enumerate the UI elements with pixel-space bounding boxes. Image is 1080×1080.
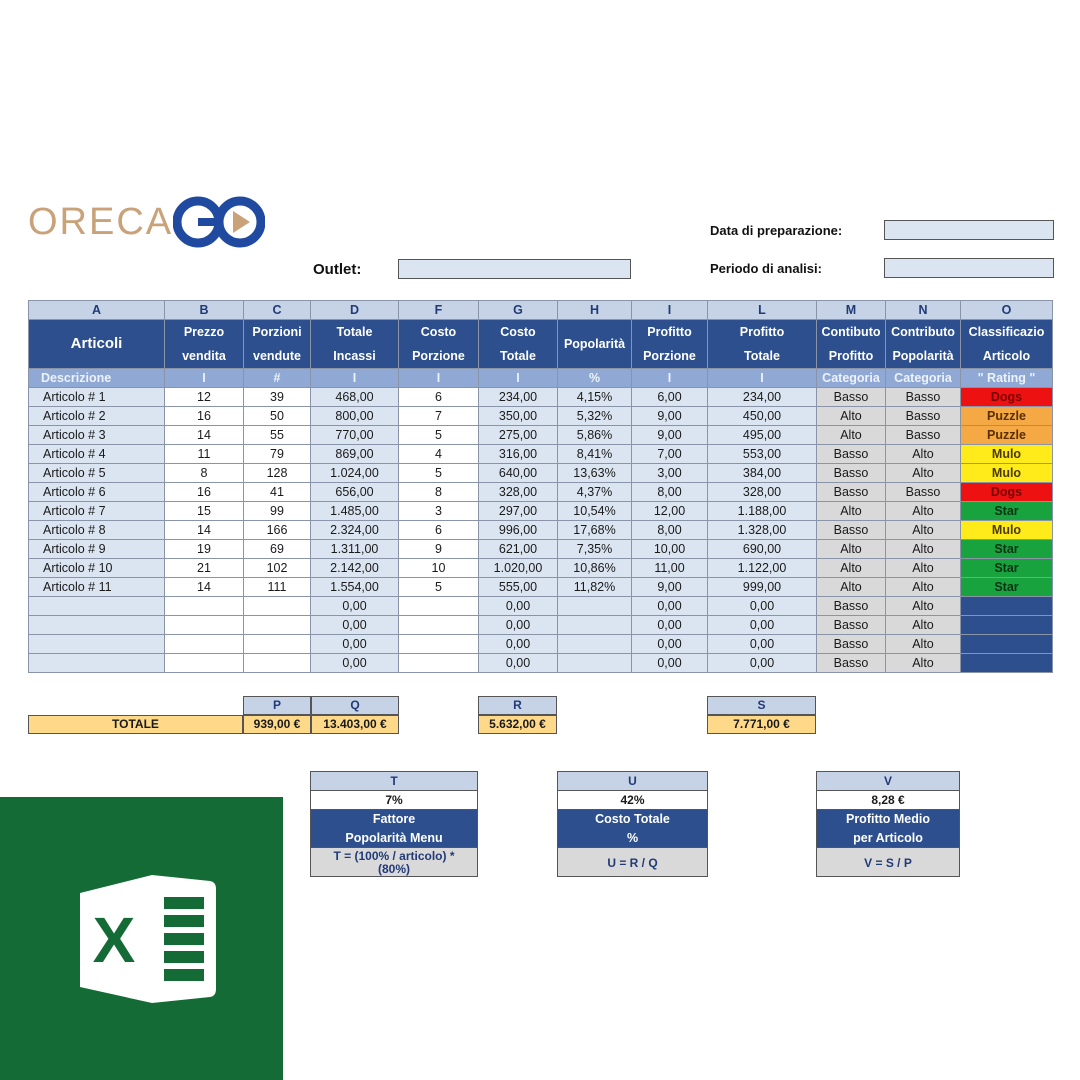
svg-text:X: X (92, 904, 136, 976)
unit-cell-6: % (558, 369, 632, 388)
column-header-4[interactable] (399, 320, 479, 369)
header-line-1: Totale (336, 325, 373, 339)
table-cell[interactable]: 0,00 (708, 597, 817, 616)
table-cell[interactable] (558, 597, 632, 616)
table-cell[interactable]: 0,00 (311, 635, 399, 654)
table-row (29, 407, 1053, 426)
table-cell[interactable]: 16 (165, 407, 244, 426)
table-cell[interactable]: 5,32% (558, 407, 632, 426)
rating-cell[interactable]: Star (961, 540, 1053, 559)
kpi-box-u (557, 771, 708, 877)
table-cell[interactable]: Alto (817, 502, 886, 521)
table-cell[interactable]: Alto (817, 407, 886, 426)
table-cell[interactable]: 869,00 (311, 445, 399, 464)
table-row (29, 559, 1053, 578)
table-cell[interactable]: Articolo # 11 (29, 578, 165, 597)
table-cell[interactable]: 1.020,00 (479, 559, 558, 578)
table-cell[interactable]: Articolo # 9 (29, 540, 165, 559)
table-cell[interactable]: Basso (886, 483, 961, 502)
table-cell[interactable]: 1.328,00 (708, 521, 817, 540)
unit-cell-3: I (311, 369, 399, 388)
header-line-1: Articoli (70, 335, 123, 352)
table-row (29, 540, 1053, 559)
table-cell[interactable]: 3 (399, 502, 479, 521)
header-line-1: Costo (500, 325, 536, 339)
total-s-letter: S (707, 696, 816, 715)
header-line-2: Porzione (412, 349, 465, 363)
table-cell[interactable]: Articolo # 7 (29, 502, 165, 521)
column-header-3[interactable] (311, 320, 399, 369)
periodo-analisi-input[interactable] (884, 258, 1054, 278)
table-cell[interactable]: 0,00 (708, 654, 817, 673)
menu-engineering-table (28, 300, 1053, 673)
table-cell[interactable]: Alto (886, 502, 961, 521)
table-cell[interactable]: 328,00 (479, 483, 558, 502)
table-cell[interactable]: 297,00 (479, 502, 558, 521)
rating-cell[interactable]: Dogs (961, 483, 1053, 502)
header-line-1: Porzioni (252, 325, 302, 339)
table-row (29, 445, 1053, 464)
table-cell[interactable] (558, 616, 632, 635)
table-cell[interactable]: Basso (817, 388, 886, 407)
table-cell[interactable]: 8 (165, 464, 244, 483)
table-cell[interactable]: 1.485,00 (311, 502, 399, 521)
table-cell[interactable]: Alto (886, 635, 961, 654)
table-cell[interactable] (165, 654, 244, 673)
table-cell[interactable]: 8,41% (558, 445, 632, 464)
unit-cell-8: I (708, 369, 817, 388)
header-line-2: Popolarità (892, 349, 954, 363)
table-cell[interactable]: 9,00 (632, 407, 708, 426)
table-cell[interactable]: Articolo # 10 (29, 559, 165, 578)
table-cell[interactable]: 640,00 (479, 464, 558, 483)
table-cell[interactable]: 7,00 (632, 445, 708, 464)
kpi-box-t (310, 771, 478, 877)
table-cell[interactable]: 9,00 (632, 578, 708, 597)
table-cell[interactable]: 996,00 (479, 521, 558, 540)
totale-label: TOTALE (28, 715, 243, 734)
table-cell[interactable] (29, 654, 165, 673)
table-cell[interactable]: 10 (399, 559, 479, 578)
table-cell[interactable]: 553,00 (708, 445, 817, 464)
table-cell[interactable]: 14 (165, 578, 244, 597)
table-cell[interactable]: 6 (399, 521, 479, 540)
table-cell[interactable]: 0,00 (708, 635, 817, 654)
column-header-6[interactable] (558, 320, 632, 369)
unit-cell-2: # (244, 369, 311, 388)
table-cell[interactable]: 10,00 (632, 540, 708, 559)
column-letter-0[interactable]: A (29, 301, 165, 320)
table-cell[interactable]: 17,68% (558, 521, 632, 540)
header-line-1: Popolarità (563, 337, 626, 351)
table-cell[interactable]: 1.311,00 (311, 540, 399, 559)
column-header-2[interactable] (244, 320, 311, 369)
table-cell[interactable]: 0,00 (632, 654, 708, 673)
table-cell[interactable]: Alto (886, 464, 961, 483)
table-cell[interactable]: 14 (165, 521, 244, 540)
rating-cell[interactable] (961, 654, 1053, 673)
header-line-1: Prezzo (183, 325, 225, 339)
table-cell[interactable]: 450,00 (708, 407, 817, 426)
table-cell[interactable]: 11,82% (558, 578, 632, 597)
total-costo-value[interactable]: 5.632,00 € (478, 715, 557, 734)
table-cell[interactable]: Alto (886, 578, 961, 597)
table-cell[interactable]: 0,00 (479, 654, 558, 673)
kpi-value[interactable]: 7% (311, 791, 477, 810)
unit-cell-9: Categoria (817, 369, 886, 388)
table-cell[interactable]: 12,00 (632, 502, 708, 521)
unit-cell-0: Descrizione (29, 369, 165, 388)
table-cell[interactable] (558, 635, 632, 654)
table-cell[interactable]: 0,00 (632, 597, 708, 616)
table-cell[interactable]: 12 (165, 388, 244, 407)
total-incassi-value[interactable]: 13.403,00 € (311, 715, 399, 734)
excel-logo-panel (0, 797, 283, 1080)
table-cell[interactable]: 234,00 (708, 388, 817, 407)
table-cell[interactable]: Basso (886, 426, 961, 445)
column-header-11[interactable] (961, 320, 1053, 369)
header-line-1: Profitto (647, 325, 692, 339)
table-cell[interactable]: Basso (817, 464, 886, 483)
table-cell[interactable]: 8,00 (632, 521, 708, 540)
table-cell[interactable] (29, 597, 165, 616)
table-cell[interactable]: 0,00 (311, 616, 399, 635)
table-row (29, 521, 1053, 540)
oreca-go-logo (28, 196, 265, 248)
table-cell[interactable]: Alto (886, 616, 961, 635)
column-letter-6[interactable]: H (558, 301, 632, 320)
header-line-1: Profitto (739, 325, 785, 339)
table-cell[interactable]: Alto (886, 654, 961, 673)
table-cell[interactable]: 0,00 (479, 597, 558, 616)
table-cell[interactable]: 8,00 (632, 483, 708, 502)
table-cell[interactable] (29, 635, 165, 654)
table-cell[interactable]: Basso (886, 388, 961, 407)
table-cell[interactable]: 468,00 (311, 388, 399, 407)
rating-cell[interactable]: Star (961, 578, 1053, 597)
rating-cell[interactable]: Puzzle (961, 426, 1053, 445)
logo-text: ORECA (28, 200, 174, 243)
table-cell[interactable]: 656,00 (311, 483, 399, 502)
header-line-1: Contributo (891, 325, 955, 339)
table-row (29, 483, 1053, 502)
header-line-2: Totale (500, 349, 536, 363)
table-cell[interactable] (165, 597, 244, 616)
total-p-letter: P (243, 696, 311, 715)
table-cell[interactable]: 55 (244, 426, 311, 445)
table-cell[interactable]: 0,00 (479, 616, 558, 635)
table-cell[interactable] (244, 597, 311, 616)
table-cell[interactable]: 0,00 (632, 635, 708, 654)
table-cell[interactable]: 1.188,00 (708, 502, 817, 521)
table-cell[interactable]: 328,00 (708, 483, 817, 502)
rating-cell[interactable]: Mulo (961, 521, 1053, 540)
table-row (29, 426, 1053, 445)
table-row (29, 388, 1053, 407)
table-cell[interactable]: 41 (244, 483, 311, 502)
table-cell[interactable]: Articolo # 2 (29, 407, 165, 426)
table-cell[interactable]: 1.122,00 (708, 559, 817, 578)
table-cell[interactable]: Articolo # 3 (29, 426, 165, 445)
table-cell[interactable] (399, 616, 479, 635)
kpi-formula: U = R / Q (558, 848, 707, 876)
table-cell[interactable]: 495,00 (708, 426, 817, 445)
table-cell[interactable]: 111 (244, 578, 311, 597)
table-cell[interactable]: 2.142,00 (311, 559, 399, 578)
total-q-letter: Q (311, 696, 399, 715)
unit-cell-7: I (632, 369, 708, 388)
table-cell[interactable]: Alto (817, 559, 886, 578)
table-cell[interactable]: 800,00 (311, 407, 399, 426)
excel-icon (0, 797, 283, 1080)
table-cell[interactable]: Articolo # 1 (29, 388, 165, 407)
table-cell[interactable]: 1.024,00 (311, 464, 399, 483)
unit-cell-1: I (165, 369, 244, 388)
unit-cell-10: Categoria (886, 369, 961, 388)
table-cell[interactable]: 5 (399, 464, 479, 483)
table-cell[interactable]: 3,00 (632, 464, 708, 483)
table-cell[interactable]: 4 (399, 445, 479, 464)
table-cell[interactable]: Alto (817, 426, 886, 445)
table-cell[interactable]: 7,35% (558, 540, 632, 559)
table-cell[interactable]: Articolo # 8 (29, 521, 165, 540)
column-letter-5[interactable]: G (479, 301, 558, 320)
table-cell[interactable]: 555,00 (479, 578, 558, 597)
table-cell[interactable]: 15 (165, 502, 244, 521)
table-row (29, 597, 1053, 616)
header-line-2: Articolo (982, 349, 1031, 363)
table-cell[interactable]: 4,15% (558, 388, 632, 407)
table-cell[interactable]: Alto (817, 540, 886, 559)
table-cell[interactable] (244, 616, 311, 635)
kpi-title: Costo Totale % (558, 810, 707, 848)
table-cell[interactable]: 39 (244, 388, 311, 407)
table-row (29, 635, 1053, 654)
column-letter-2[interactable]: C (244, 301, 311, 320)
table-cell[interactable]: Alto (886, 521, 961, 540)
table-cell[interactable]: Basso (817, 616, 886, 635)
table-row (29, 464, 1053, 483)
table-cell[interactable]: 69 (244, 540, 311, 559)
table-cell[interactable]: Alto (886, 559, 961, 578)
column-header-8[interactable] (708, 320, 817, 369)
table-row (29, 502, 1053, 521)
table-row (29, 578, 1053, 597)
table-cell[interactable]: Articolo # 5 (29, 464, 165, 483)
table-row (29, 654, 1053, 673)
column-letter-1[interactable]: B (165, 301, 244, 320)
table-cell[interactable]: 166 (244, 521, 311, 540)
table-cell[interactable]: 99 (244, 502, 311, 521)
table-cell[interactable]: Basso (817, 521, 886, 540)
total-profitto-value[interactable]: 7.771,00 € (707, 715, 816, 734)
header-line-1: Contibuto (821, 325, 881, 339)
table-cell[interactable]: 5 (399, 578, 479, 597)
table-cell[interactable] (165, 616, 244, 635)
total-r-letter: R (478, 696, 557, 715)
table-cell[interactable]: Alto (817, 578, 886, 597)
table-cell[interactable]: 9,00 (632, 426, 708, 445)
table-cell[interactable]: 50 (244, 407, 311, 426)
table-cell[interactable]: 0,00 (311, 654, 399, 673)
table-cell[interactable]: Basso (817, 654, 886, 673)
kpi-formula: T = (100% / articolo) * (80%) (311, 848, 477, 876)
kpi-title: Profitto Medio per Articolo (817, 810, 959, 848)
kpi-value[interactable]: 8,28 € (817, 791, 959, 810)
table-cell[interactable] (399, 597, 479, 616)
table-cell[interactable]: 384,00 (708, 464, 817, 483)
table-cell[interactable]: 10,54% (558, 502, 632, 521)
table-row (29, 616, 1053, 635)
column-header-10[interactable] (886, 320, 961, 369)
table-cell[interactable]: 14 (165, 426, 244, 445)
table-cell[interactable]: Articolo # 4 (29, 445, 165, 464)
table-cell[interactable]: 79 (244, 445, 311, 464)
column-header-7[interactable] (632, 320, 708, 369)
column-header-0[interactable] (29, 320, 165, 369)
table-cell[interactable]: 0,00 (479, 635, 558, 654)
outlet-label: Outlet: (313, 261, 362, 278)
column-letter-9[interactable]: M (817, 301, 886, 320)
table-cell[interactable]: 621,00 (479, 540, 558, 559)
header-line-2: Totale (744, 349, 780, 363)
column-letter-8[interactable]: L (708, 301, 817, 320)
table-cell[interactable]: 350,00 (479, 407, 558, 426)
table-cell[interactable] (165, 635, 244, 654)
header-line-1: Classificazio (968, 325, 1045, 339)
table-cell[interactable]: 102 (244, 559, 311, 578)
table-cell[interactable] (399, 635, 479, 654)
rating-cell[interactable] (961, 616, 1053, 635)
table-cell[interactable]: Basso (817, 445, 886, 464)
column-letter-4[interactable]: F (399, 301, 479, 320)
header-line-2: Profitto (828, 349, 874, 363)
header-line-2: Incassi (333, 349, 376, 363)
column-header-5[interactable] (479, 320, 558, 369)
table-cell[interactable]: 19 (165, 540, 244, 559)
table-cell[interactable]: 690,00 (708, 540, 817, 559)
table-cell[interactable]: Alto (886, 597, 961, 616)
table-cell[interactable]: 2.324,00 (311, 521, 399, 540)
table-cell[interactable]: 21 (165, 559, 244, 578)
table-cell[interactable]: 128 (244, 464, 311, 483)
rating-cell[interactable]: Dogs (961, 388, 1053, 407)
table-cell[interactable] (558, 654, 632, 673)
table-cell[interactable] (399, 654, 479, 673)
column-letter-3[interactable]: D (311, 301, 399, 320)
column-letter-row (29, 301, 1053, 320)
header-line-2: vendita (182, 349, 226, 363)
kpi-letter: U (558, 772, 707, 791)
rating-cell[interactable] (961, 635, 1053, 654)
data-preparazione-input[interactable] (884, 220, 1054, 240)
periodo-analisi-label: Periodo di analisi: (710, 261, 822, 276)
unit-row (29, 369, 1053, 388)
table-cell[interactable]: 0,00 (632, 616, 708, 635)
table-cell[interactable]: 13,63% (558, 464, 632, 483)
table-cell[interactable]: 11,00 (632, 559, 708, 578)
kpi-formula: V = S / P (817, 848, 959, 876)
table-cell[interactable]: 6 (399, 388, 479, 407)
table-cell[interactable] (29, 616, 165, 635)
logo-go-mark (173, 196, 265, 248)
rating-cell[interactable]: Star (961, 502, 1053, 521)
unit-cell-5: I (479, 369, 558, 388)
rating-cell[interactable]: Mulo (961, 464, 1053, 483)
table-cell[interactable]: 16 (165, 483, 244, 502)
table-cell[interactable]: 0,00 (311, 597, 399, 616)
table-cell[interactable]: 8 (399, 483, 479, 502)
table-cell[interactable]: 1.554,00 (311, 578, 399, 597)
table-cell[interactable]: 316,00 (479, 445, 558, 464)
table-cell[interactable]: 5 (399, 426, 479, 445)
kpi-letter: T (311, 772, 477, 791)
column-letter-7[interactable]: I (632, 301, 708, 320)
header-line-1: Costo (420, 325, 457, 339)
table-cell[interactable]: Articolo # 6 (29, 483, 165, 502)
table-cell[interactable]: 999,00 (708, 578, 817, 597)
unit-cell-11: " Rating " (961, 369, 1053, 388)
table-cell[interactable]: 11 (165, 445, 244, 464)
column-header-9[interactable] (817, 320, 886, 369)
table-cell[interactable]: 6,00 (632, 388, 708, 407)
column-letter-10[interactable]: N (886, 301, 961, 320)
header-line-2: vendute (253, 349, 301, 363)
table-cell[interactable]: 0,00 (708, 616, 817, 635)
table-cell[interactable]: Basso (886, 407, 961, 426)
table-cell[interactable]: 5,86% (558, 426, 632, 445)
table-cell[interactable] (244, 654, 311, 673)
rating-cell[interactable]: Mulo (961, 445, 1053, 464)
kpi-title: Fattore Popolarità Menu (311, 810, 477, 848)
rating-cell[interactable] (961, 597, 1053, 616)
rating-cell[interactable]: Star (961, 559, 1053, 578)
table-cell[interactable]: 770,00 (311, 426, 399, 445)
table-cell[interactable]: Basso (817, 635, 886, 654)
table-cell[interactable]: Basso (817, 483, 886, 502)
outlet-input[interactable] (398, 259, 631, 279)
unit-cell-4: I (399, 369, 479, 388)
rating-cell[interactable]: Puzzle (961, 407, 1053, 426)
column-header-1[interactable] (165, 320, 244, 369)
column-letter-11[interactable]: O (961, 301, 1053, 320)
total-porzioni-value[interactable]: 939,00 € (243, 715, 311, 734)
table-cell[interactable]: Alto (886, 445, 961, 464)
table-cell[interactable] (244, 635, 311, 654)
table-cell[interactable]: Basso (817, 597, 886, 616)
table-cell[interactable]: 7 (399, 407, 479, 426)
table-cell[interactable]: 275,00 (479, 426, 558, 445)
data-preparazione-label: Data di preparazione: (710, 223, 843, 238)
kpi-letter: V (817, 772, 959, 791)
table-cell[interactable]: 234,00 (479, 388, 558, 407)
table-cell[interactable]: 4,37% (558, 483, 632, 502)
kpi-value[interactable]: 42% (558, 791, 707, 810)
header-row (29, 320, 1053, 369)
table-cell[interactable]: 9 (399, 540, 479, 559)
kpi-box-v (816, 771, 960, 877)
header-line-2: Porzione (643, 349, 696, 363)
table-cell[interactable]: Alto (886, 540, 961, 559)
table-cell[interactable]: 10,86% (558, 559, 632, 578)
